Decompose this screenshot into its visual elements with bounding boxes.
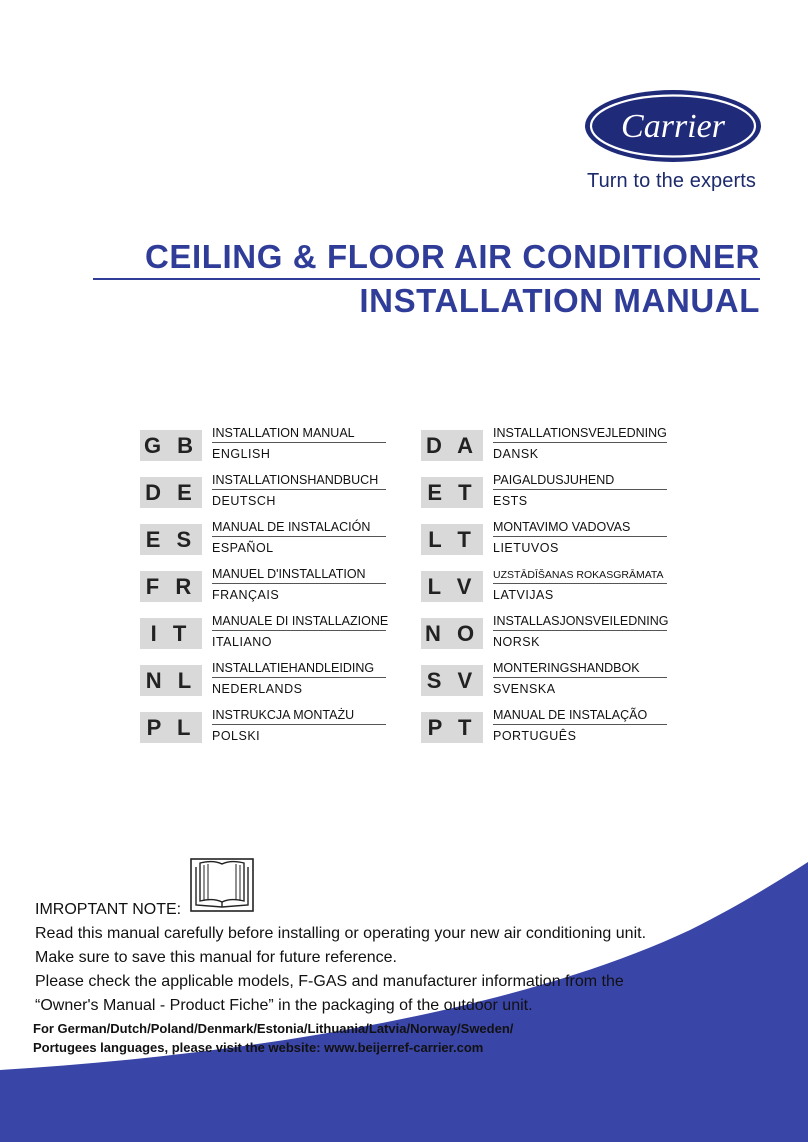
- language-manual-title: MANUAL DE INSTALAÇÃO: [493, 708, 667, 725]
- language-manual-title: INSTALLATIONSHANDBUCH: [212, 473, 386, 490]
- language-manual-title: INSTALLATION MANUAL: [212, 426, 386, 443]
- language-manual-title: INSTALLATIEHANDLEIDING: [212, 661, 386, 678]
- language-manual-title: MANUAL DE INSTALACIÓN: [212, 520, 386, 537]
- language-code: E S: [140, 524, 202, 555]
- website-note-line: Portugees languages, please visit the website: www.beijerref-carrier.com: [33, 1040, 484, 1055]
- logo-text: Carrier: [621, 108, 725, 145]
- language-code: D E: [140, 477, 202, 508]
- language-name: LATVIJAS: [493, 588, 554, 602]
- language-code: E T: [421, 477, 483, 508]
- language-manual-title: UZSTĀDĪŠANAS ROKASGRĀMATA: [493, 569, 667, 584]
- language-code: I T: [140, 618, 202, 649]
- note-line: Please check the applicable models, F-GAS and manufacturer information from the: [35, 973, 624, 990]
- language-row: [421, 517, 781, 564]
- language-name: FRANÇAIS: [212, 588, 280, 602]
- language-manual-title: MANUALE DI INSTALLAZIONE: [212, 614, 386, 631]
- language-manual-title: MONTAVIMO VADOVAS: [493, 520, 667, 537]
- page-title-line1: CEILING & FLOOR AIR CONDITIONER: [144, 238, 760, 275]
- language-code: S V: [421, 665, 483, 696]
- language-list-right: [421, 423, 781, 752]
- note-line: Read this manual carefully before installing or operating your new air conditioning unit.: [35, 925, 647, 942]
- language-name: POLSKI: [212, 729, 261, 743]
- language-code: P T: [421, 712, 483, 743]
- language-name: ESPAÑOL: [212, 541, 274, 555]
- tagline: Turn to the experts: [587, 170, 757, 192]
- language-manual-title: INSTALLATIONSVEJLEDNING: [493, 426, 667, 443]
- important-note: [35, 898, 646, 1057]
- page-title-line2: INSTALLATION MANUAL: [359, 282, 760, 319]
- language-name: DANSK: [493, 447, 539, 461]
- language-name: LIETUVOS: [493, 541, 559, 555]
- language-name: PORTUGUÊS: [493, 729, 577, 743]
- language-row: [421, 658, 781, 705]
- note-line: “Owner's Manual - Product Fiche” in the packaging of the outdoor unit.: [35, 997, 533, 1014]
- language-row: [421, 423, 781, 470]
- language-name: SVENSKA: [493, 682, 556, 696]
- language-code: N O: [421, 618, 483, 649]
- language-code: P L: [140, 712, 202, 743]
- language-code: L V: [421, 571, 483, 602]
- language-code: G B: [140, 430, 202, 461]
- language-manual-title: INSTRUKCJA MONTAŻU: [212, 708, 386, 725]
- language-row: [421, 705, 781, 752]
- language-name: ENGLISH: [212, 447, 271, 461]
- language-name: ITALIANO: [212, 635, 273, 649]
- language-manual-title: MANUEL D'INSTALLATION: [212, 567, 386, 584]
- language-name: ESTS: [493, 494, 528, 508]
- language-code: F R: [140, 571, 202, 602]
- language-manual-title: MONTERINGSHANDBOK: [493, 661, 667, 678]
- language-row: [421, 470, 781, 517]
- note-label: IMROPTANT NOTE:: [35, 901, 182, 918]
- title-divider: [93, 278, 760, 280]
- language-manual-title: INSTALLASJONSVEILEDNING: [493, 614, 667, 631]
- language-code: L T: [421, 524, 483, 555]
- language-name: NORSK: [493, 635, 540, 649]
- carrier-logo: [583, 88, 763, 164]
- language-code: N L: [140, 665, 202, 696]
- language-manual-title: PAIGALDUSJUHEND: [493, 473, 667, 490]
- website-note-line: For German/Dutch/Poland/Denmark/Estonia/Lithuania/Latvia/Norway/Sweden/: [33, 1021, 514, 1036]
- language-name: NEDERLANDS: [212, 682, 303, 696]
- note-line: Make sure to save this manual for future reference.: [35, 949, 397, 966]
- language-code: D A: [421, 430, 483, 461]
- language-row: [421, 611, 781, 658]
- language-name: DEUTSCH: [212, 494, 276, 508]
- language-row: [421, 564, 781, 611]
